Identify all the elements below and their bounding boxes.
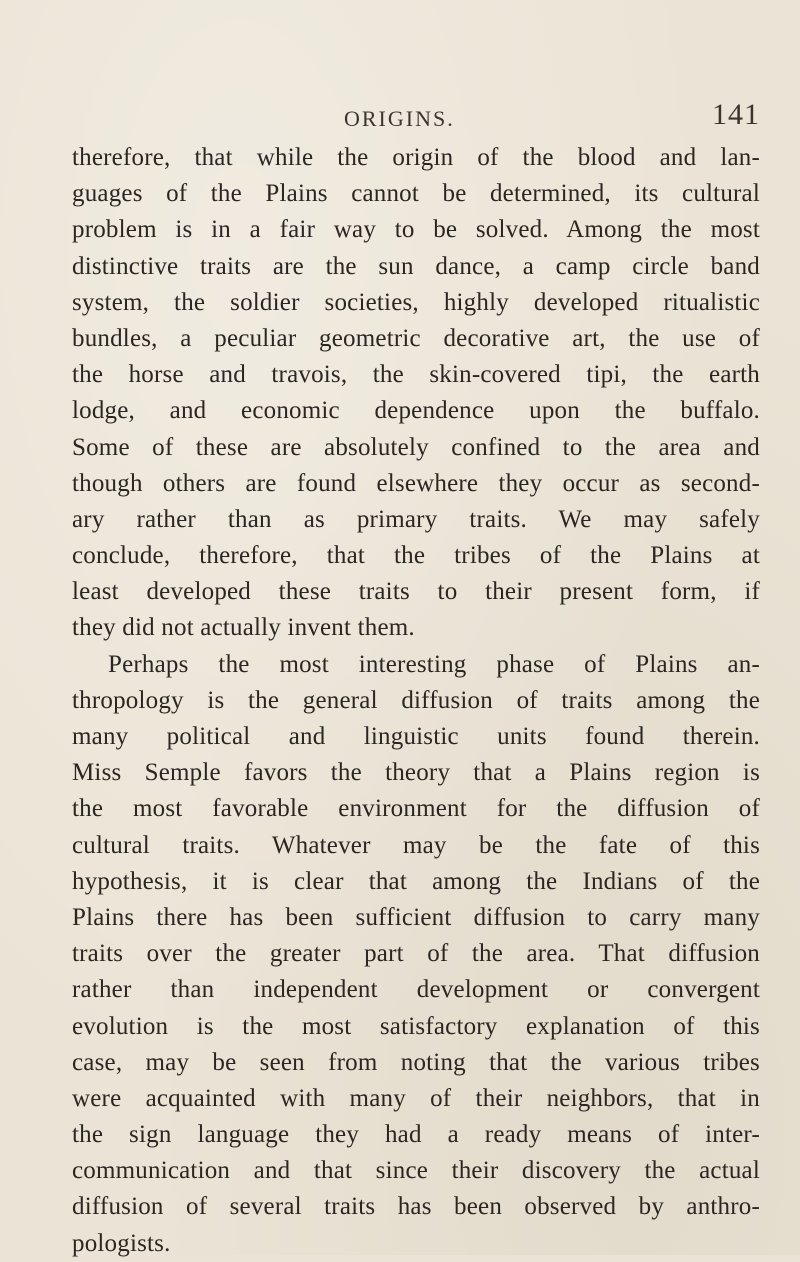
text-line: Miss Semple favors the theory that a Plains region is	[72, 759, 760, 787]
text-line: conclude, therefore, that the tribes of the Plains at	[72, 542, 760, 570]
text-line: Plains there has been sufficient diffusion to carry many	[72, 903, 760, 931]
text-line: guages of the Plains cannot be determined, its cultural	[72, 180, 760, 208]
text-line: the most favorable environment for the diffusion of	[72, 795, 760, 823]
text-line: communication and that since their discovery the actual	[72, 1157, 760, 1185]
text-line: thropology is the general diffusion of traits among the	[72, 686, 760, 714]
text-line: ary rather than as primary traits. We may safely	[72, 505, 760, 533]
text-line: many political and linguistic units found therein.	[72, 723, 760, 750]
page-number: 141	[712, 98, 760, 131]
text-line: diffusion of several traits has been observed by anthro-	[72, 1193, 760, 1221]
text-line: least developed these traits to their present form, if	[72, 578, 760, 606]
text-line: traits over the greater part of the area. That diffusion	[72, 940, 760, 968]
text-line: lodge, and economic dependence upon the buffalo.	[72, 397, 760, 425]
text-line: Some of these are absolutely confined to the area and	[72, 433, 760, 461]
text-line: evolution is the most satisfactory explanation of this	[72, 1012, 760, 1040]
body-text	[72, 140, 760, 1262]
text-line: Perhaps the most interesting phase of Plains an-	[108, 650, 760, 678]
text-line: cultural traits. Whatever may be the fate of this	[72, 831, 760, 859]
running-title: ORIGINS.	[344, 106, 455, 131]
text-line: therefore, that while the origin of the blood and lan-	[72, 144, 760, 171]
text-line: rather than independent development or convergent	[72, 976, 760, 1004]
text-line: they did not actually invent them.	[72, 614, 415, 642]
text-line: bundles, a peculiar geometric decorative art, the use of	[72, 324, 760, 352]
text-line: the sign language they had a ready means of inter-	[72, 1121, 760, 1149]
text-line: pologists.	[72, 1229, 171, 1257]
text-line: the horse and travois, the skin-covered tipi, the earth	[72, 361, 760, 389]
running-head	[344, 98, 760, 138]
text-line: case, may be seen from noting that the various tribes	[72, 1048, 760, 1076]
text-line: problem is in a fair way to be solved. Among the most	[72, 216, 760, 244]
text-line: system, the soldier societies, highly developed ritualistic	[72, 288, 760, 316]
text-line: were acquainted with many of their neighbors, that in	[72, 1084, 760, 1112]
text-line: distinctive traits are the sun dance, a camp circle band	[72, 252, 760, 280]
text-line: hypothesis, it is clear that among the Indians of the	[72, 867, 760, 895]
text-line: though others are found elsewhere they occur as second-	[72, 469, 760, 497]
